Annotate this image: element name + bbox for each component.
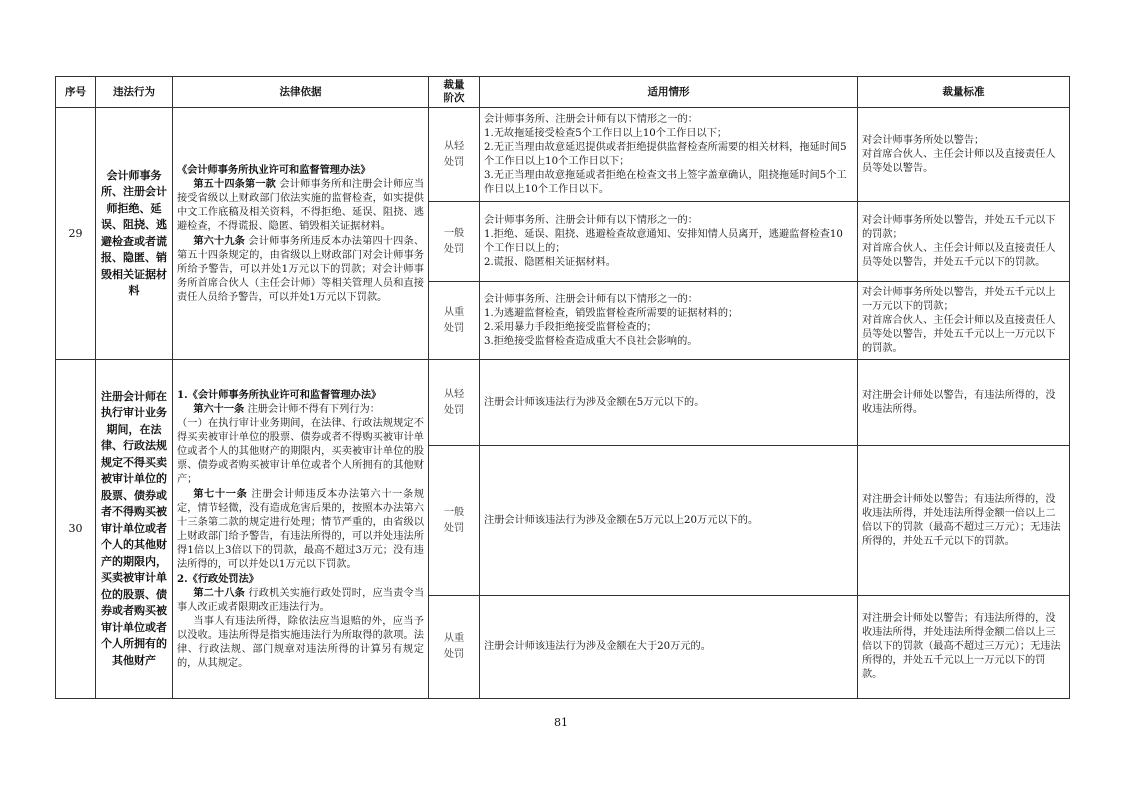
level-label: 从轻 处罚 bbox=[429, 108, 480, 202]
header-no: 序号 bbox=[56, 77, 96, 108]
level-label: 一般 处罚 bbox=[429, 446, 480, 596]
penalty-standard: 对会计师事务所处以警告，并处五千元以下的罚款； 对首席合伙人、主任会计师以及直接责任人员等处以警告，并处五千元以下的罚款。 bbox=[858, 202, 1070, 282]
violation-act: 会计师事务所、注册会计师拒绝、延误、阻挠、逃避检查或者谎报、隐匿、销毁相关证据材料 bbox=[96, 108, 173, 360]
legal-basis bbox=[173, 360, 429, 699]
applicable-situation: 会计师事务所、注册会计师有以下情形之一的： 1.无故拖延接受检查5个工作日以上10个工作日以下； 2.无正当理由故意延迟提供或者拒绝提供监督检查所需要的相关材料，拖延时间5个工作日以上10个工作日以下； 3.无正当理由故意拖延或者拒绝在检查文书上签字盖章确认，阻挠拖延时间5个工作日以上10个工作日以下。 bbox=[480, 108, 858, 202]
legal-basis bbox=[173, 108, 429, 360]
table-row bbox=[56, 360, 1070, 446]
article-head: 第六十九条 bbox=[193, 234, 246, 247]
article-text: 注册会计师不得有下列行为： bbox=[247, 403, 380, 415]
penalty-standard: 对注册会计师处以警告，有违法所得的，没收违法所得。 bbox=[858, 360, 1070, 446]
header-law: 法律依据 bbox=[173, 77, 429, 108]
article-head: 第六十一条 bbox=[193, 402, 245, 415]
penalty-standard: 对注册会计师处以警告；有违法所得的，没收违法所得，并处违法所得金额一倍以上二倍以下的罚款（最高不超过三万元）；无违法所得的，并处五千元以下的罚款。 bbox=[858, 446, 1070, 596]
row-number: 30 bbox=[56, 360, 96, 699]
row-number: 29 bbox=[56, 108, 96, 360]
article-item: （一）在执行审计业务期间，在法律、行政法规规定不得买卖被审计单位的股票、债券或者不得购买被审计单位或者个人的其他财产的期限内，买卖被审计单位的股票、债券或者购买被审计单位或者个人所拥有的其他财产； bbox=[177, 417, 424, 485]
applicable-situation: 注册会计师该违法行为涉及金额在5万元以上20万元以下的。 bbox=[480, 446, 858, 596]
level-label: 从重 处罚 bbox=[429, 596, 480, 699]
penalty-standard: 对注册会计师处以警告；有违法所得的，没收违法所得，并处违法所得金额二倍以上三倍以下的罚款（最高不超过三万元）；无违法所得的，并处五千元以上一万元以下的罚款。 bbox=[858, 596, 1070, 699]
level-label: 从重 处罚 bbox=[429, 282, 480, 360]
article-text: 行政机关实施行政处罚时，应当责令当事人改正或者限期改正违法行为。 bbox=[177, 587, 425, 613]
article-head: 第二十八条 bbox=[193, 586, 246, 599]
penalty-discretion-table bbox=[55, 76, 1070, 699]
article-text: 注册会计师违反本办法第六十一条规定，情节轻微，没有造成危害后果的，按照本办法第六十三条第二款的规定进行处理；情节严重的，由省级以上财政部门给予警告，有违法所得的，可以并处违法所得1倍以上3倍以下的罚款，最高不超过3万元；没有违法所得的，可以并处以1万元以下罚款。 bbox=[177, 488, 425, 570]
applicable-situation: 会计师事务所、注册会计师有以下情形之一的： 1.为逃避监督检查，销毁监督检查所需要的证据材料的； 2.采用暴力手段拒绝接受监督检查的； 3.拒绝接受监督检查造成重大不良社会影响的。 bbox=[480, 282, 858, 360]
applicable-situation: 注册会计师该违法行为涉及金额在大于20万元的。 bbox=[480, 596, 858, 699]
violation-act: 注册会计师在执行审计业务期间，在法律、行政法规规定不得买卖被审计单位的股票、债券或者不得购买被审计单位或者个人的其他财产的期限内，买卖被审计单位的股票、债券或者购买被审计单位或者个人所拥有的其他财产 bbox=[96, 360, 173, 699]
law-title: 《会计师事务所执业许可和监督管理办法》 bbox=[177, 163, 371, 176]
header-row bbox=[56, 77, 1070, 108]
applicable-situation: 注册会计师该违法行为涉及金额在5万元以下的。 bbox=[480, 360, 858, 446]
table-row bbox=[56, 108, 1070, 202]
header-level: 裁量 阶次 bbox=[429, 77, 480, 108]
page-number: 81 bbox=[554, 716, 568, 729]
header-situation: 适用情形 bbox=[480, 77, 858, 108]
law-title: 1.《会计师事务所执业许可和监督管理办法》 bbox=[177, 388, 382, 401]
law-title: 2.《行政处罚法》 bbox=[177, 572, 259, 585]
article-text: 当事人有违法所得，除依法应当退赔的外，应当予以没收。违法所得是指实施违法行为所取得的款项。法律、行政法规、部门规章对违法所得的计算另有规定的，从其规定。 bbox=[177, 615, 424, 669]
penalty-standard: 对会计师事务所处以警告； 对首席合伙人、主任会计师以及直接责任人员等处以警告。 bbox=[858, 108, 1070, 202]
article-text: 会计师事务所和注册会计师应当接受省级以上财政部门依法实施的监督检查，如实提供中文工作底稿及相关资料，不得拒绝、延误、阻挠、逃避检查，不得谎报、隐匿、销毁相关证据材料。 bbox=[177, 178, 425, 232]
article-head: 第七十一条 bbox=[193, 487, 248, 500]
article-head: 第五十四条第一款 bbox=[193, 177, 277, 190]
applicable-situation: 会计师事务所、注册会计师有以下情形之一的： 1.拒绝、延误、阻挠、逃避检查故意通知、安排知情人员离开，逃避监督检查10个工作日以上的； 2.谎报、隐匿相关证据材料。 bbox=[480, 202, 858, 282]
header-act: 违法行为 bbox=[96, 77, 173, 108]
level-label: 一般 处罚 bbox=[429, 202, 480, 282]
article-text: 会计师事务所违反本办法第四十四条、第五十四条规定的，由省级以上财政部门对会计师事务所给予警告，可以并处1万元以下的罚款；对会计师事务所首席合伙人（主任会计师）等相关管理人员和直接责任人员给予警告，可以并处1万元以下罚款。 bbox=[177, 235, 425, 303]
header-standard: 裁量标准 bbox=[858, 77, 1070, 108]
level-label: 从轻 处罚 bbox=[429, 360, 480, 446]
penalty-standard: 对会计师事务所处以警告，并处五千元以上一万元以下的罚款； 对首席合伙人、主任会计师以及直接责任人员等处以警告，并处五千元以上一万元以下的罚款。 bbox=[858, 282, 1070, 360]
